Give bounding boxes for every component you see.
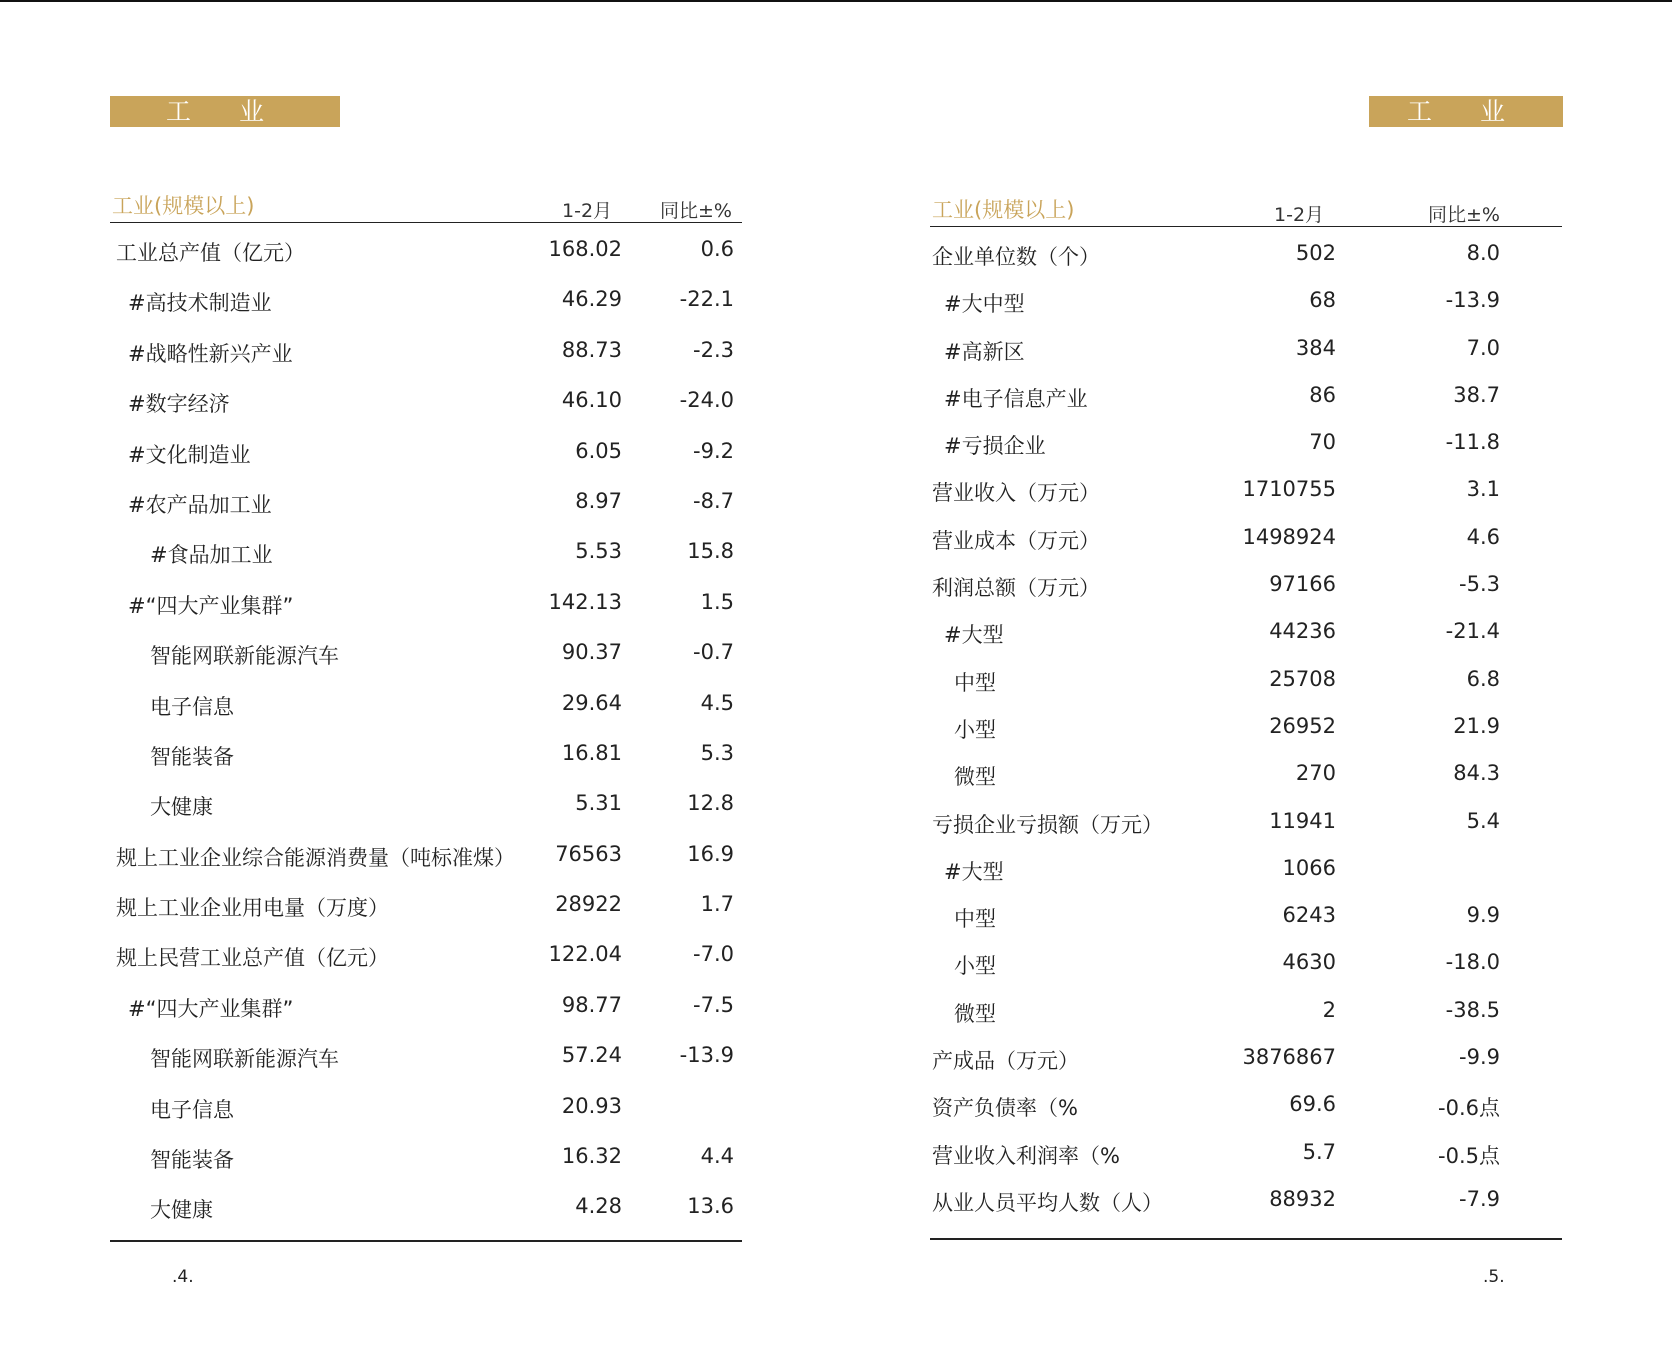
row-value-period: 88.73 — [561, 337, 622, 362]
table-row — [110, 223, 742, 273]
row-value-yoy: -0.6点 — [1438, 1096, 1500, 1121]
table-row — [930, 1126, 1562, 1173]
row-label: 利润总额（万元） — [932, 576, 1100, 601]
row-value-period: 46.29 — [561, 287, 622, 312]
row-value-yoy: 13.6 — [687, 1194, 734, 1219]
row-value-period: 98.77 — [561, 992, 622, 1017]
row-value-yoy: 38.7 — [1453, 382, 1500, 407]
row-label: 大健康 — [150, 1198, 213, 1223]
row-value-period: 502 — [1295, 241, 1336, 265]
row-value-yoy: -7.5 — [693, 992, 734, 1017]
row-value-period: 4.28 — [575, 1194, 622, 1219]
table-row — [930, 984, 1562, 1031]
row-label: 智能网联新能源汽车 — [150, 1047, 339, 1072]
left-col-period: 1-2月 — [562, 200, 613, 222]
row-value-yoy: -13.9 — [1445, 288, 1500, 313]
row-label: #文化制造业 — [128, 442, 251, 467]
row-value-period: 384 — [1295, 335, 1336, 360]
section-banner-right: 工 业 — [1369, 96, 1563, 127]
table-row — [930, 369, 1562, 416]
row-value-period: 5.7 — [1302, 1139, 1336, 1164]
right-col-period: 1-2月 — [1274, 204, 1325, 226]
row-value-yoy: 16.9 — [687, 841, 734, 866]
row-label: 营业成本（万元） — [932, 528, 1100, 553]
row-value-yoy: -18.0 — [1445, 950, 1500, 975]
row-value-yoy: -8.7 — [693, 488, 734, 513]
row-value-period: 26952 — [1269, 713, 1336, 738]
table-row — [930, 936, 1562, 983]
row-value-period: 20.93 — [561, 1093, 622, 1118]
table-row — [110, 525, 742, 575]
right-category-title: 工业(规模以上) — [932, 198, 1075, 222]
table-row — [110, 374, 742, 424]
left-col-yoy: 同比±% — [660, 200, 732, 222]
row-value-period: 44236 — [1269, 619, 1336, 644]
row-value-period: 57.24 — [561, 1043, 622, 1068]
row-value-period: 76563 — [555, 841, 622, 866]
row-label: #亏损企业 — [944, 434, 1046, 459]
table-row — [110, 324, 742, 374]
row-label: 从业人员平均人数（人） — [932, 1190, 1163, 1215]
row-label: 微型 — [954, 1001, 996, 1026]
row-value-period: 5.31 — [575, 791, 622, 816]
row-label: #数字经济 — [128, 392, 230, 417]
table-row — [110, 777, 742, 827]
page-number-left: .4. — [172, 1267, 194, 1287]
left-category-title: 工业(规模以上) — [112, 194, 255, 218]
row-label: #大型 — [944, 859, 1004, 884]
table-row — [930, 747, 1562, 794]
table-row — [110, 1080, 742, 1130]
row-value-yoy: -0.7 — [693, 640, 734, 665]
row-value-period: 122.04 — [548, 942, 622, 967]
row-label: 亏损企业亏损额（万元） — [932, 812, 1163, 837]
table-row — [930, 653, 1562, 700]
row-value-yoy: -38.5 — [1445, 997, 1500, 1022]
row-value-period: 8.97 — [575, 488, 622, 513]
table-row — [110, 1180, 742, 1230]
row-value-yoy: 4.4 — [700, 1144, 734, 1169]
row-value-yoy: 9.9 — [1466, 903, 1500, 928]
row-label: 智能网联新能源汽车 — [150, 644, 339, 669]
row-value-period: 6243 — [1282, 903, 1336, 928]
row-value-yoy: -9.2 — [693, 438, 734, 463]
table-row — [930, 511, 1562, 558]
row-label: 工业总产值（亿元） — [116, 241, 305, 265]
table-row — [110, 576, 742, 626]
section-banner-left: 工 业 — [110, 96, 340, 127]
table-row — [930, 842, 1562, 889]
row-value-yoy: 84.3 — [1453, 761, 1500, 786]
row-label: 电子信息 — [150, 1097, 234, 1122]
row-value-yoy: -7.0 — [693, 942, 734, 967]
table-row — [110, 1029, 742, 1079]
row-value-yoy: -21.4 — [1445, 619, 1500, 644]
row-label: 大健康 — [150, 795, 213, 820]
row-label: #电子信息产业 — [944, 386, 1088, 411]
table-row — [930, 795, 1562, 842]
table-row — [110, 1130, 742, 1180]
row-value-period: 28922 — [555, 892, 622, 917]
row-label: 营业收入利润率（% — [932, 1143, 1120, 1168]
row-value-yoy: -22.1 — [679, 287, 734, 312]
left-table-bottom-rule — [110, 1240, 742, 1242]
row-label: 电子信息 — [150, 694, 234, 719]
row-value-yoy: 4.5 — [700, 690, 734, 715]
table-row — [110, 828, 742, 878]
row-value-yoy: -5.3 — [1459, 572, 1500, 597]
row-label: 智能装备 — [150, 744, 234, 769]
row-value-period: 16.32 — [561, 1144, 622, 1169]
table-row — [930, 700, 1562, 747]
row-value-yoy: -2.3 — [693, 337, 734, 362]
row-value-yoy: -24.0 — [679, 388, 734, 413]
row-value-yoy: 5.3 — [700, 740, 734, 765]
row-label: #“四大产业集群” — [128, 593, 294, 618]
row-value-period: 3876867 — [1242, 1045, 1336, 1070]
row-label: #食品加工业 — [150, 543, 273, 568]
top-border — [0, 0, 1672, 2]
row-value-yoy: 4.6 — [1466, 524, 1500, 549]
row-label: 企业单位数（个） — [932, 245, 1100, 269]
row-label: 规上工业企业用电量（万度） — [116, 896, 389, 921]
row-value-period: 6.05 — [575, 438, 622, 463]
row-value-yoy: 12.8 — [687, 791, 734, 816]
row-value-period: 2 — [1322, 997, 1336, 1022]
row-label: 营业收入（万元） — [932, 481, 1100, 506]
row-label: #大型 — [944, 623, 1004, 648]
row-label: #高新区 — [944, 339, 1025, 364]
right-table-body — [930, 227, 1562, 1220]
table-row — [110, 626, 742, 676]
row-label: 小型 — [954, 717, 996, 742]
row-value-yoy: 3.1 — [1466, 477, 1500, 502]
row-label: #战略性新兴产业 — [128, 341, 293, 366]
row-label: 智能装备 — [150, 1148, 234, 1173]
row-value-period: 86 — [1309, 382, 1336, 407]
row-label: 中型 — [954, 670, 996, 695]
row-value-period: 69.6 — [1289, 1092, 1336, 1117]
row-value-period: 16.81 — [561, 740, 622, 765]
row-value-period: 29.64 — [561, 690, 622, 715]
table-row — [110, 979, 742, 1029]
row-label: #大中型 — [944, 292, 1025, 317]
row-value-period: 97166 — [1269, 572, 1336, 597]
table-row — [930, 227, 1562, 274]
right-table-header — [930, 192, 1562, 227]
row-label: #农产品加工业 — [128, 492, 272, 517]
left-table — [110, 188, 742, 1231]
left-table-header — [110, 188, 742, 223]
row-value-yoy: 1.5 — [700, 589, 734, 614]
row-label: #“四大产业集群” — [128, 996, 294, 1021]
row-value-yoy: 8.0 — [1466, 241, 1500, 265]
row-value-yoy: 0.6 — [700, 237, 734, 261]
row-value-yoy: 21.9 — [1453, 713, 1500, 738]
table-row — [110, 727, 742, 777]
row-label: 资产负债率（% — [932, 1096, 1078, 1121]
row-value-period: 142.13 — [548, 589, 622, 614]
row-value-period: 88932 — [1269, 1186, 1336, 1211]
table-row — [930, 322, 1562, 369]
row-label: 产成品（万元） — [932, 1049, 1079, 1074]
row-label: 规上民营工业总产值（亿元） — [116, 946, 389, 971]
row-value-period: 68 — [1309, 288, 1336, 313]
row-label: 规上工业企业综合能源消费量（吨标准煤） — [116, 845, 515, 870]
row-value-period: 70 — [1309, 430, 1336, 455]
row-value-period: 1498924 — [1242, 524, 1336, 549]
table-row — [930, 1173, 1562, 1220]
table-row — [930, 463, 1562, 510]
table-row — [110, 475, 742, 525]
row-value-period: 4630 — [1282, 950, 1336, 975]
row-value-yoy: -11.8 — [1445, 430, 1500, 455]
row-label: 中型 — [954, 907, 996, 932]
row-value-yoy: 1.7 — [700, 892, 734, 917]
table-row — [110, 425, 742, 475]
table-row — [930, 605, 1562, 652]
row-value-period: 5.53 — [575, 539, 622, 564]
row-label: 小型 — [954, 954, 996, 979]
table-row — [930, 1031, 1562, 1078]
table-row — [110, 878, 742, 928]
row-value-yoy: -9.9 — [1459, 1045, 1500, 1070]
row-value-period: 90.37 — [561, 640, 622, 665]
table-row — [930, 1078, 1562, 1125]
row-value-yoy: -0.5点 — [1438, 1143, 1500, 1168]
row-value-period: 46.10 — [561, 388, 622, 413]
row-value-period: 11941 — [1269, 808, 1336, 833]
right-table — [930, 192, 1562, 1220]
row-value-yoy: 5.4 — [1466, 808, 1500, 833]
row-value-period: 270 — [1295, 761, 1336, 786]
table-row — [930, 416, 1562, 463]
table-row — [110, 928, 742, 978]
row-label: 微型 — [954, 765, 996, 790]
right-table-bottom-rule — [930, 1238, 1562, 1240]
page-number-right: .5. — [1483, 1267, 1505, 1287]
table-row — [930, 889, 1562, 936]
row-value-yoy: 7.0 — [1466, 335, 1500, 360]
right-col-yoy: 同比±% — [1428, 204, 1500, 226]
row-value-period: 168.02 — [548, 237, 622, 261]
row-label: #高技术制造业 — [128, 291, 272, 316]
table-row — [110, 677, 742, 727]
table-row — [930, 274, 1562, 321]
table-row — [110, 273, 742, 323]
row-value-yoy: 15.8 — [687, 539, 734, 564]
row-value-period: 1710755 — [1242, 477, 1336, 502]
row-value-yoy: -13.9 — [679, 1043, 734, 1068]
row-value-period: 1066 — [1282, 855, 1336, 880]
table-row — [930, 558, 1562, 605]
row-value-period: 25708 — [1269, 666, 1336, 691]
row-value-yoy: 6.8 — [1466, 666, 1500, 691]
row-value-yoy: -7.9 — [1459, 1186, 1500, 1211]
left-table-body — [110, 223, 742, 1231]
